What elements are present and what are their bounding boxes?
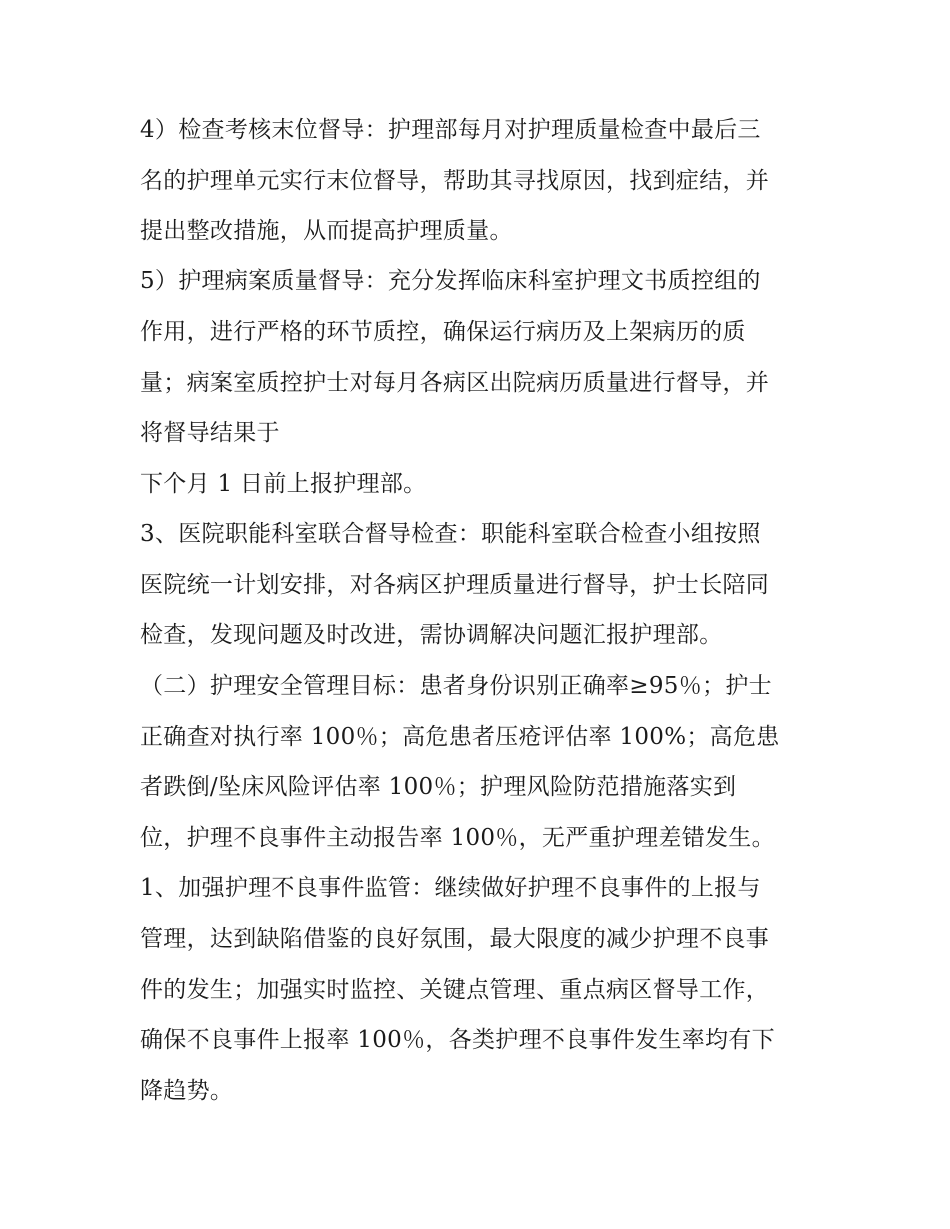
text-line: 作用，进行严格的环节质控，确保运行病历及上架病历的质 (140, 319, 746, 345)
text-line: 将督导结果于 (140, 420, 280, 446)
text-line: 5）护理病案质量督导：充分发挥临床科室护理文书质控组的 (140, 268, 761, 294)
text-line: 正确查对执行率 100％；高危患者压疮评估率 100%；高危患 (140, 724, 780, 750)
text-line: 者跌倒/坠床风险评估率 100％；护理风险防范措施落实到 (140, 774, 737, 800)
text-line: 降趋势。 (140, 1078, 234, 1104)
text-line: 位，护理不良事件主动报告率 100％，无严重护理差错发生。 (140, 825, 775, 851)
text-line: （二）护理安全管理目标：患者身份识别正确率≥95％；护士 (140, 673, 772, 699)
text-line: 下个月 1 日前上报护理部。 (140, 471, 427, 497)
text-line: 管理，达到缺陷借鉴的良好氛围，最大限度的减少护理不良事 (140, 926, 770, 952)
text-line: 件的发生；加强实时监控、关键点管理、重点病区督导工作， (140, 977, 770, 1003)
text-line: 3、医院职能科室联合督导检查：职能科室联合检查小组按照 (140, 521, 761, 547)
text-line: 医院统一计划安排，对各病区护理质量进行督导，护士长陪同 (140, 572, 770, 598)
text-line: 4）检查考核末位督导：护理部每月对护理质量检查中最后三 (140, 117, 761, 143)
text-line: 提出整改措施，从而提高护理质量。 (140, 218, 513, 244)
text-line: 确保不良事件上报率 100％，各类护理不良事件发生率均有下 (140, 1027, 775, 1053)
text-line: 量；病案室质控护士对每月各病区出院病历质量进行督导，并 (140, 370, 770, 396)
text-line: 1、加强护理不良事件监管：继续做好护理不良事件的上报与 (140, 875, 761, 901)
text-line: 检查，发现问题及时改进，需协调解决问题汇报护理部。 (140, 622, 723, 648)
text-line: 名的护理单元实行末位督导，帮助其寻找原因，找到症结，并 (140, 168, 770, 194)
